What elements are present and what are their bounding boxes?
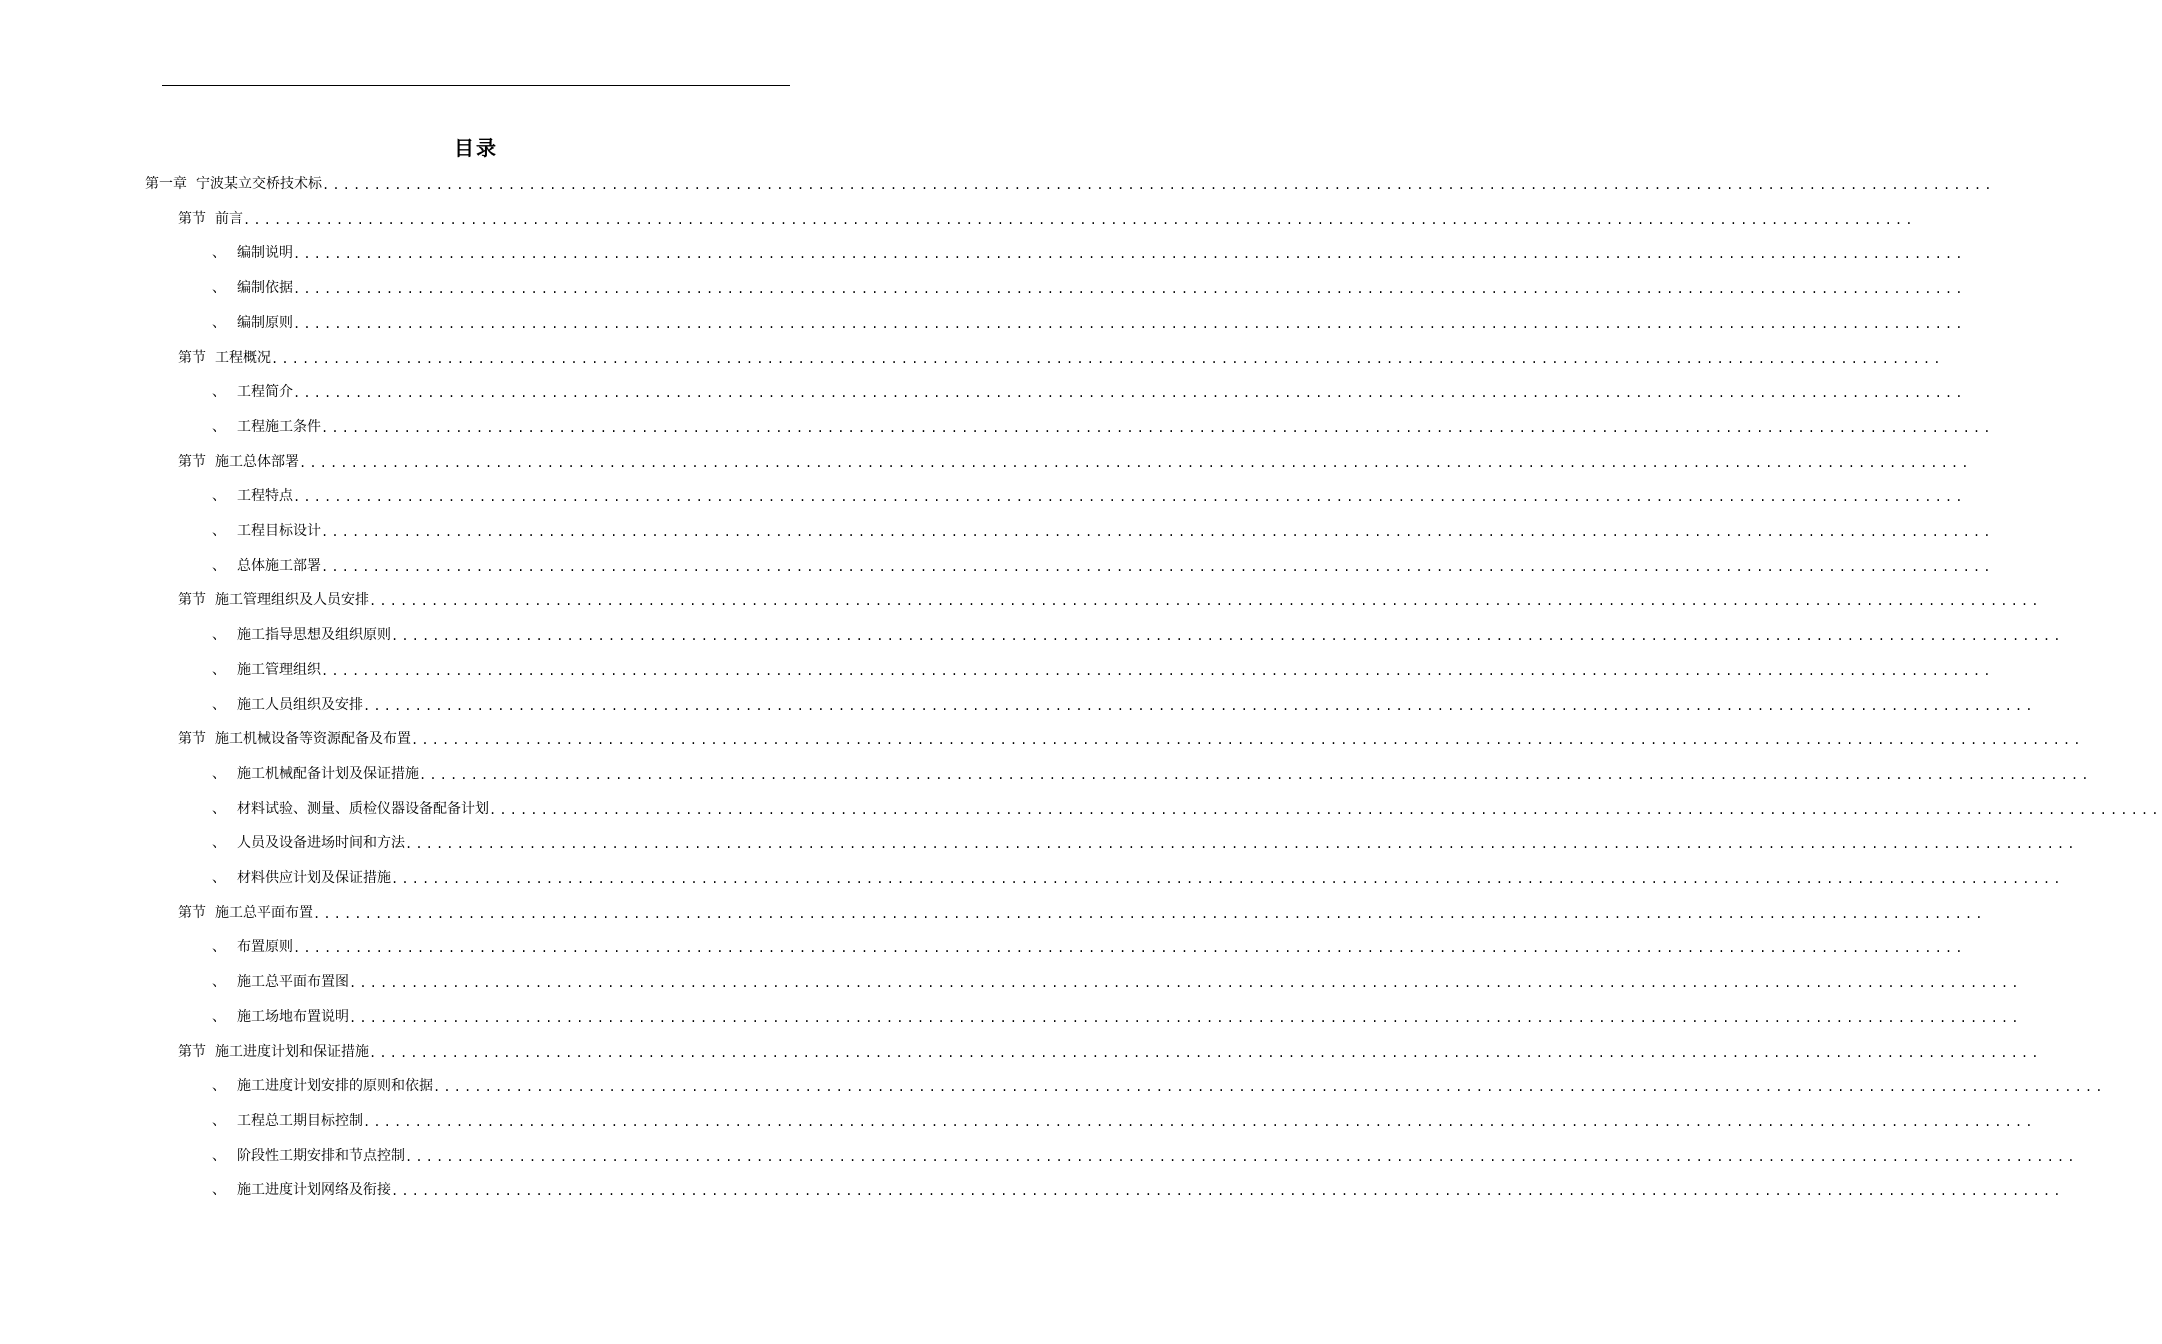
toc-entry-text: 施工总体部署 [215, 453, 299, 470]
toc-entry[interactable] [178, 1038, 2042, 1062]
toc-entry[interactable] [212, 239, 1966, 263]
toc-entry[interactable] [212, 621, 2064, 645]
toc-leader-dots: .................................................................................................................................................................. [391, 1184, 2064, 1199]
toc-leader-dots: .................................................................................................................................................................. [321, 663, 1994, 678]
toc-entry-prefix: 、 [212, 314, 226, 331]
toc-entry-text: 编制说明 [237, 245, 293, 262]
toc-entry[interactable] [212, 309, 1966, 333]
toc-entry-prefix: 第节 [178, 453, 206, 470]
toc-entry-text: 工程总工期目标控制 [237, 1112, 363, 1129]
toc-entry[interactable] [178, 725, 2084, 749]
toc-entry-prefix: 第节 [178, 904, 206, 921]
toc-entry[interactable] [145, 170, 1995, 194]
toc-leader-dots: .................................................................................................................................................................. [293, 386, 1966, 401]
toc-entry-prefix: 、 [212, 523, 226, 539]
toc-entry-text: 施工进度计划和保证措施 [215, 1043, 369, 1060]
toc-leader-dots: .................................................................................................................................................................. [293, 490, 1966, 505]
toc-entry-prefix: 、 [212, 245, 226, 262]
toc-leader-dots: .................................................................................................................................................................. [313, 906, 1986, 921]
toc-leader-dots: .................................................................................................................................................................. [299, 455, 1972, 470]
toc-leader-dots: .................................................................................................................................................................. [293, 282, 1966, 297]
toc-entry-text: 工程概况 [215, 349, 271, 366]
toc-entry[interactable] [178, 448, 1972, 472]
toc-entry-text: 施工进度计划安排的原则和依据 [237, 1078, 433, 1095]
toc-entry-prefix: 、 [212, 1147, 226, 1164]
toc-entry-text: 前言 [215, 210, 243, 227]
header-rule [162, 85, 790, 86]
toc-entry-prefix: 、 [212, 870, 226, 886]
toc-entry-text: 施工总平面布置 [215, 904, 313, 921]
toc-entry-prefix: 、 [212, 765, 226, 782]
toc-entry[interactable] [212, 482, 1966, 506]
toc-entry-prefix: 第节 [178, 592, 206, 609]
toc-entry[interactable] [212, 968, 2022, 992]
toc-entry-text: 工程施工条件 [237, 418, 321, 435]
toc-entry-prefix: 、 [212, 800, 226, 817]
toc-entry[interactable] [212, 795, 2162, 819]
toc-entry[interactable] [212, 1107, 2036, 1131]
toc-entry[interactable] [178, 344, 1944, 368]
toc-entry[interactable] [212, 1003, 2022, 1027]
toc-leader-dots: .................................................................................................................................................................. [293, 941, 1966, 956]
toc-leader-dots: .................................................................................................................................................................. [489, 802, 2162, 817]
toc-entry[interactable] [212, 274, 1966, 298]
toc-leader-dots: .................................................................................................................................................................. [363, 698, 2036, 713]
toc-leader-dots: .................................................................................................................................................................. [322, 178, 1995, 192]
toc-entry-prefix: 、 [212, 384, 226, 401]
toc-entry-text: 材料供应计划及保证措施 [237, 870, 391, 886]
toc-entry-text: 施工管理组织 [237, 661, 321, 678]
toc-entry-text: 施工人员组织及安排 [237, 696, 363, 713]
toc-entry[interactable] [178, 899, 1986, 923]
toc-leader-dots: .................................................................................................................................................................. [369, 1045, 2042, 1060]
toc-leader-dots: .................................................................................................................................................................. [405, 837, 2078, 852]
toc-entry-text: 阶段性工期安排和节点控制 [237, 1147, 405, 1164]
toc-leader-dots: .................................................................................................................................................................. [419, 767, 2092, 782]
toc-entry-text: 工程特点 [237, 488, 293, 505]
toc-entry-text: 材料试验、测量、质检仪器设备配备计划 [237, 800, 489, 817]
toc-leader-dots: .................................................................................................................................................................. [349, 976, 2022, 991]
toc-entry-prefix: 、 [212, 1112, 226, 1129]
toc-entry-prefix: 、 [212, 280, 226, 297]
toc-entry-prefix: 、 [212, 1078, 226, 1095]
toc-leader-dots: .................................................................................................................................................................. [391, 629, 2064, 644]
toc-entry[interactable] [212, 933, 1966, 957]
page-title: 目录 [454, 136, 498, 160]
toc-entry[interactable] [212, 1176, 2064, 1200]
toc-entry-text: 施工管理组织及人员安排 [215, 592, 369, 609]
toc-entry[interactable] [212, 1072, 2106, 1096]
toc-entry-text: 人员及设备进场时间和方法 [237, 835, 405, 852]
toc-entry-text: 施工总平面布置图 [237, 974, 349, 991]
toc-entry-text: 总体施工部署 [237, 557, 321, 574]
toc-leader-dots: .................................................................................................................................................................. [405, 1149, 2078, 1164]
toc-leader-dots: .................................................................................................................................................................. [433, 1080, 2106, 1095]
toc-entry-prefix: 第节 [178, 210, 206, 227]
toc-entry-prefix: 、 [212, 974, 226, 991]
toc-leader-dots: .................................................................................................................................................................. [349, 1010, 2022, 1025]
toc-entry-text: 施工场地布置说明 [237, 1008, 349, 1025]
toc-leader-dots: .................................................................................................................................................................. [363, 1114, 2036, 1129]
toc-entry[interactable] [212, 517, 1994, 541]
toc-entry-prefix: 、 [212, 661, 226, 678]
toc-entry-prefix: 、 [212, 557, 226, 574]
toc-entry-text: 施工进度计划网络及衔接 [237, 1182, 391, 1199]
toc-entry[interactable] [212, 864, 2064, 888]
toc-entry-prefix: 、 [212, 627, 226, 644]
toc-entry-text: 布置原则 [237, 939, 293, 956]
toc-entry-prefix: 第节 [178, 1043, 206, 1060]
toc-entry[interactable] [178, 205, 1916, 229]
toc-leader-dots: .................................................................................................................................................................. [391, 872, 2064, 886]
toc-entry[interactable] [178, 586, 2042, 610]
toc-entry-prefix: 、 [212, 1182, 226, 1199]
toc-entry-prefix: 、 [212, 418, 226, 435]
toc-entry[interactable] [212, 413, 1994, 437]
toc-leader-dots: .................................................................................................................................................................. [411, 733, 2084, 748]
toc-entry[interactable] [212, 1142, 2078, 1166]
toc-entry-text: 施工机械配备计划及保证措施 [237, 765, 419, 782]
toc-entry-prefix: 第一章 [145, 176, 187, 192]
toc-entry-prefix: 、 [212, 696, 226, 713]
toc-entry-text: 施工机械设备等资源配备及布置 [215, 731, 411, 748]
toc-entry-prefix: 、 [212, 939, 226, 956]
toc-entry-prefix: 、 [212, 835, 226, 852]
toc-leader-dots: .................................................................................................................................................................. [321, 420, 1994, 435]
toc-leader-dots: .................................................................................................................................................................. [293, 316, 1966, 331]
toc-entry-text: 编制依据 [237, 280, 293, 297]
toc-entry-text: 编制原则 [237, 314, 293, 331]
toc-entry-text: 宁波某立交桥技术标 [196, 176, 322, 192]
toc-entry-text: 工程简介 [237, 384, 293, 401]
toc-leader-dots: .................................................................................................................................................................. [321, 559, 1994, 574]
toc-leader-dots: .................................................................................................................................................................. [321, 525, 1994, 539]
toc-entry[interactable] [212, 760, 2092, 784]
toc-entry-text: 工程目标设计 [237, 523, 321, 539]
toc-entry[interactable] [212, 656, 1994, 680]
toc-leader-dots: .................................................................................................................................................................. [293, 247, 1966, 262]
toc-entry[interactable] [212, 691, 2036, 715]
toc-entry[interactable] [212, 829, 2078, 853]
toc-entry-prefix: 、 [212, 488, 226, 505]
toc-leader-dots: .................................................................................................................................................................. [243, 212, 1916, 227]
toc-leader-dots: .................................................................................................................................................................. [271, 351, 1944, 366]
toc-entry[interactable] [212, 552, 1994, 576]
toc-entry-prefix: 第节 [178, 349, 206, 366]
toc-entry-prefix: 第节 [178, 731, 206, 748]
toc-entry-prefix: 、 [212, 1008, 226, 1025]
toc-entry-text: 施工指导思想及组织原则 [237, 627, 391, 644]
toc-entry[interactable] [212, 378, 1966, 402]
toc-leader-dots: .................................................................................................................................................................. [369, 594, 2042, 609]
